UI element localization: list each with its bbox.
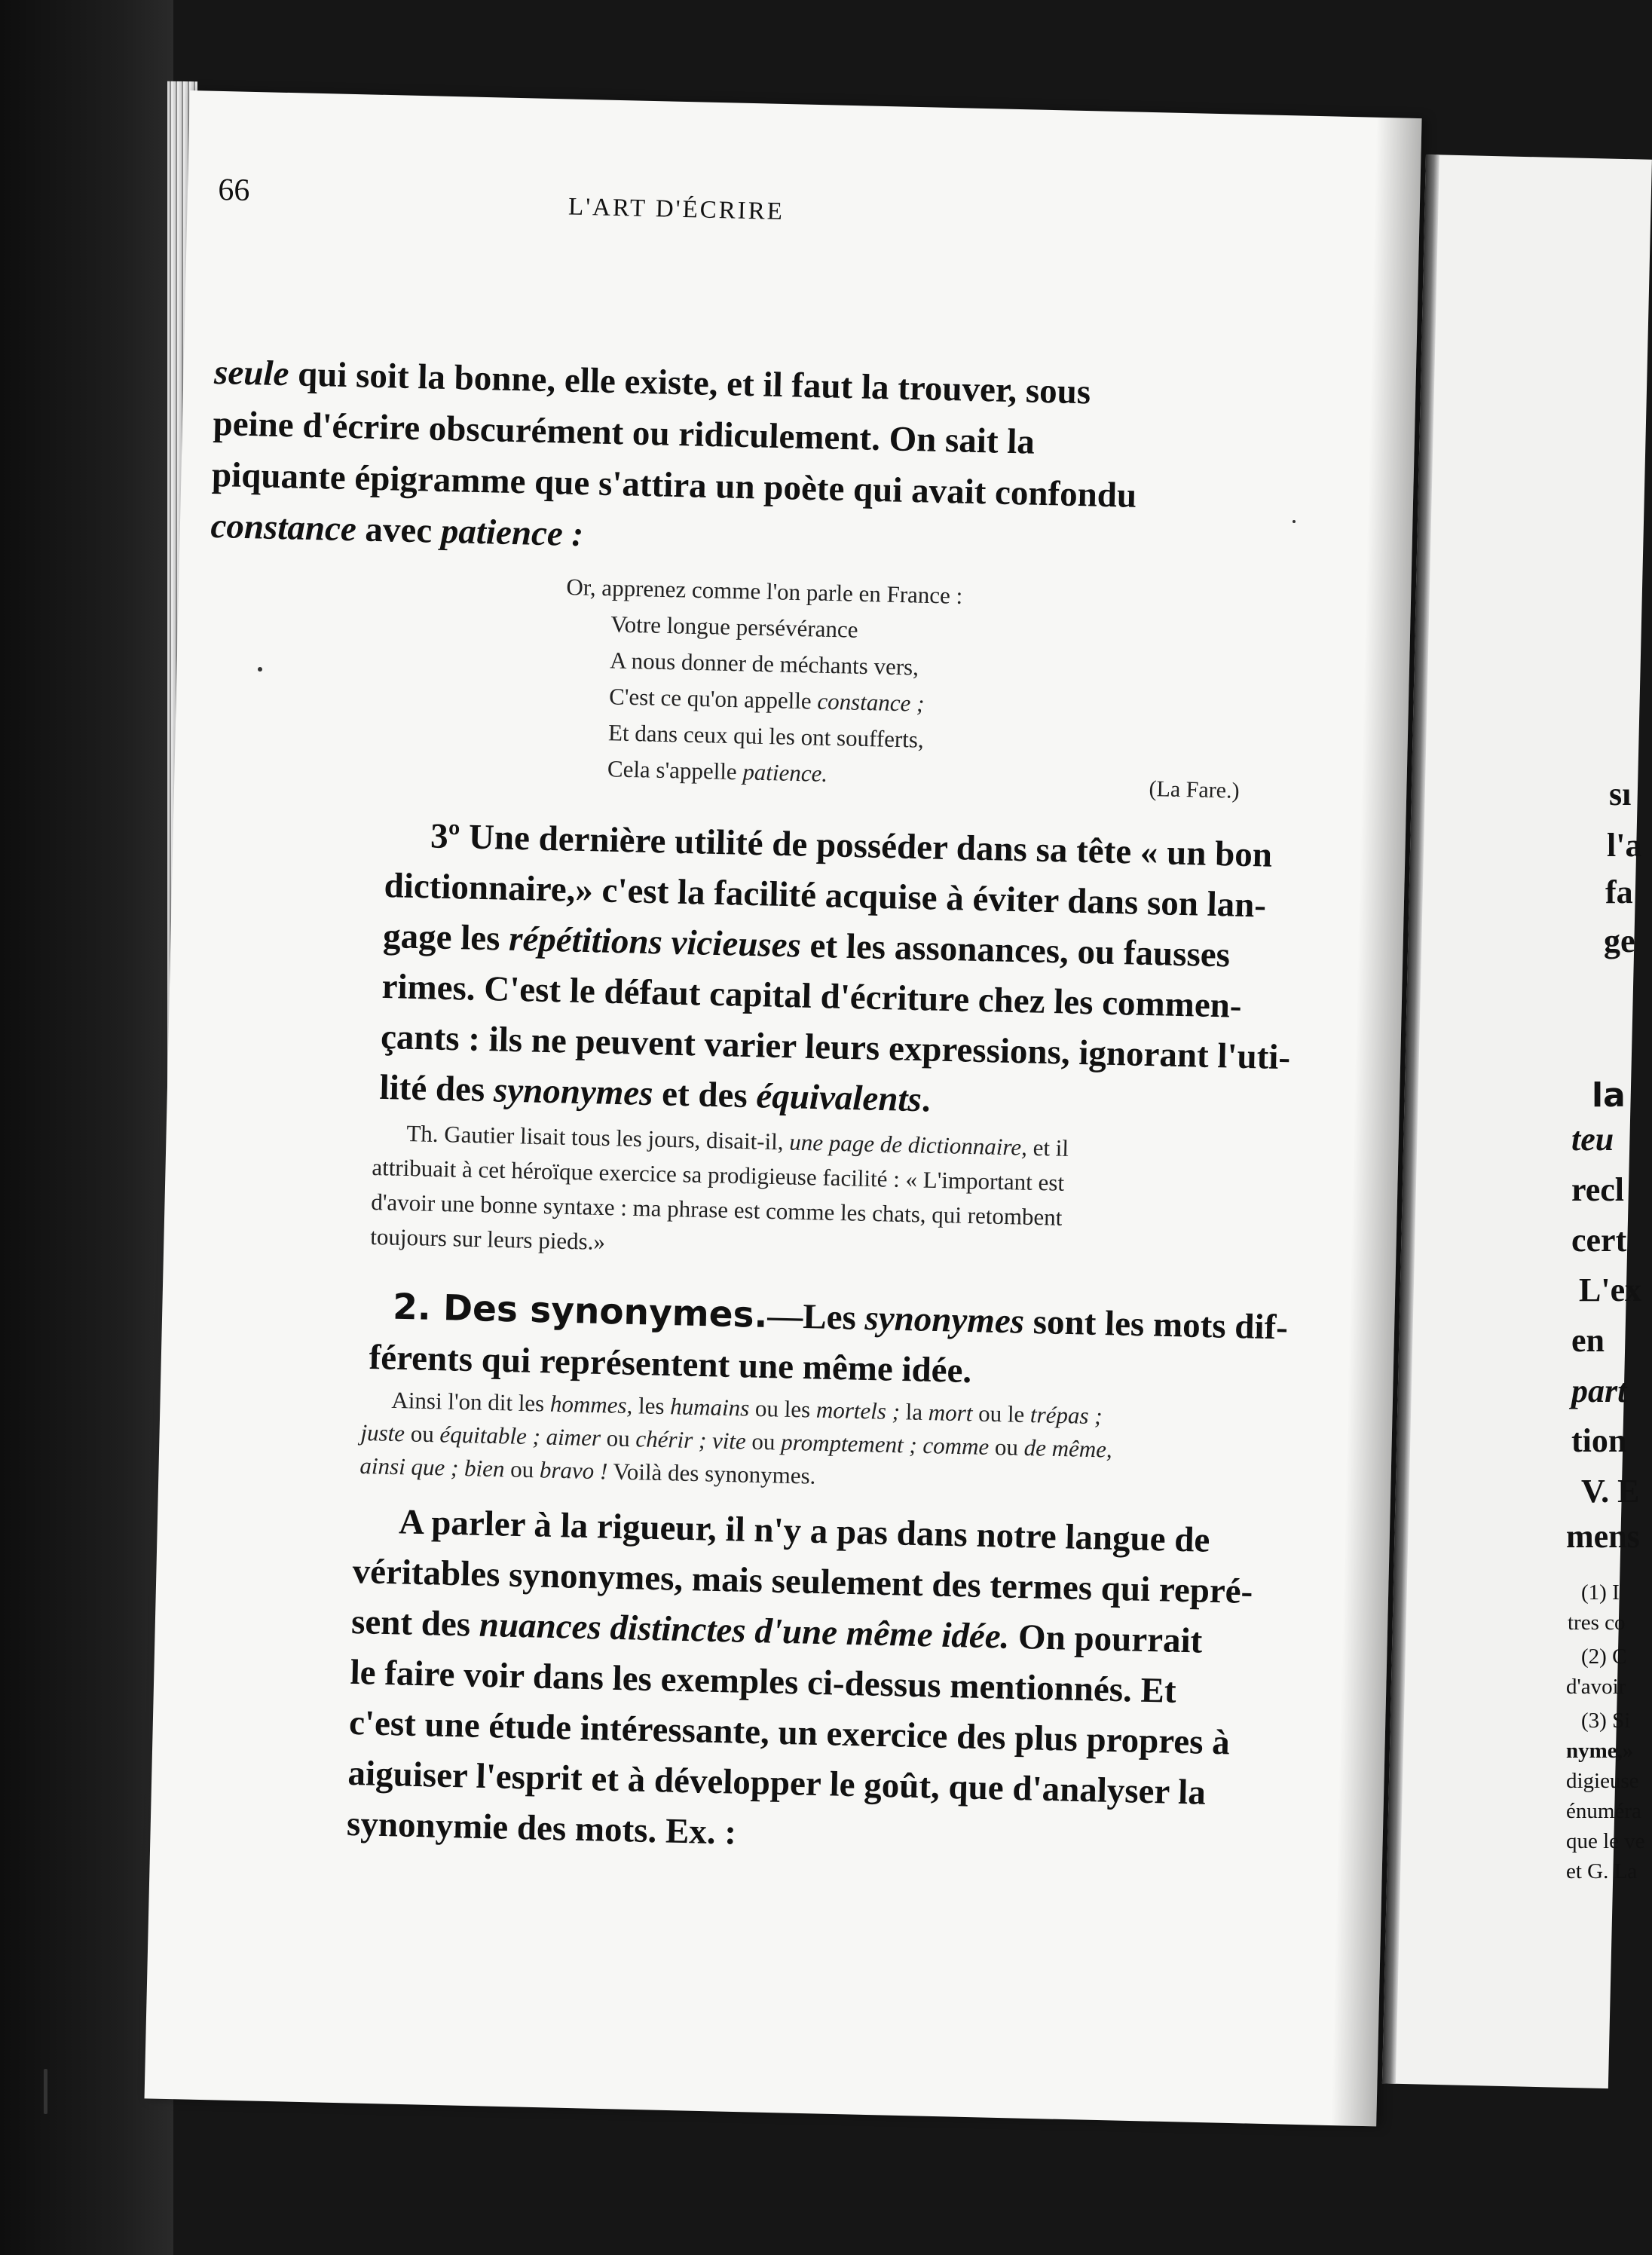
text-span: et les assonances, ou fausses: [800, 926, 1231, 975]
fragment: mens: [1566, 1518, 1640, 1555]
verse-line: Et dans ceux qui les ont soufferts,: [607, 719, 925, 753]
text-line: 3º Une dernière utilité de posséder dans sa tête « un bon: [430, 816, 1273, 875]
text-line: synonymie des mots. Ex. :: [346, 1804, 737, 1853]
text-span: ou: [988, 1433, 1025, 1461]
italic-word: de même,: [1023, 1433, 1113, 1463]
fragment: la: [1592, 1076, 1626, 1115]
fragment: part: [1571, 1372, 1627, 1409]
text-span: .: [921, 1080, 932, 1120]
footnote-fragment: que le ve: [1566, 1829, 1645, 1853]
text-line: férents qui représentent une même idée.: [369, 1337, 972, 1391]
fragment: sı: [1609, 776, 1632, 812]
text-line: dictionnaire,» c'est la facilité acquise à éviter dans son lan-: [384, 865, 1267, 926]
footnote-fragment: (3) Si: [1581, 1709, 1631, 1733]
text-span: les: [632, 1392, 671, 1420]
text-line: d'avoir une bonne syntaxe : ma phrase est comme les chats, qui retombent: [371, 1188, 1063, 1231]
italic-word: patience :: [440, 511, 584, 555]
italic-word: mort: [928, 1399, 973, 1427]
text-span: gage les: [382, 916, 509, 959]
italic-word: chérir ; vite: [635, 1425, 747, 1455]
text-line: c'est une étude intéressante, un exercice des plus propres à: [348, 1703, 1231, 1763]
fragment: tion: [1571, 1422, 1627, 1459]
italic-word: juste: [360, 1418, 405, 1447]
fragment: ge: [1604, 922, 1635, 959]
italic-word: seule: [213, 352, 290, 394]
italic-word: ainsi que ; bien: [359, 1452, 505, 1482]
text-span: —Les: [766, 1296, 866, 1338]
italic-word: synonymes: [493, 1070, 654, 1114]
italic-word: constance: [210, 506, 357, 549]
italic-word: une page de dictionnaire,: [788, 1128, 1028, 1161]
ink-speck: [258, 667, 262, 672]
page-number: 66: [217, 172, 250, 208]
footnote-fragment: et G. La: [1566, 1859, 1638, 1883]
text-line: le faire voir dans les exemples ci-dessus mentionnés. Et: [350, 1652, 1177, 1711]
fragment: l'a: [1607, 827, 1642, 864]
text-line: piquante épigramme que s'attira un poète qui avait confondu: [211, 454, 1137, 516]
verse-line: Votre longue persévérance: [610, 610, 858, 643]
verse-line: Or, apprenez comme l'on parle en France :: [566, 573, 963, 609]
text-span: sent des: [350, 1602, 480, 1645]
italic-word: hommes,: [549, 1390, 633, 1419]
text-line: çants : ils ne peuvent varier leurs expressions, ignorant l'uti-: [380, 1017, 1291, 1078]
text-span: ou le: [972, 1400, 1031, 1428]
fragment: V. E: [1581, 1473, 1640, 1510]
footnote-fragment: (2) C: [1581, 1645, 1627, 1669]
footnote-fragment: tres co: [1568, 1611, 1626, 1635]
fragment: cert: [1571, 1222, 1627, 1259]
italic-word: répétitions vicieuses: [508, 919, 802, 965]
text-span: On pourrait: [1008, 1617, 1203, 1661]
text-span: et il: [1026, 1134, 1069, 1161]
italic-word: promptement ; comme: [780, 1428, 990, 1460]
text-span: avec: [356, 509, 442, 551]
ink-speck: [1293, 520, 1296, 523]
text-line: A parler à la rigueur, il n'y a pas dans notre langue de: [398, 1502, 1210, 1560]
fragment: L'ex: [1579, 1271, 1642, 1308]
text-span: ou: [600, 1424, 636, 1452]
italic-word: patience.: [742, 758, 828, 787]
fragment: fa: [1605, 874, 1633, 910]
text-line: peine d'écrire obscurément ou ridiculement. On sait la: [213, 403, 1036, 462]
text-span: ou: [504, 1455, 540, 1483]
text-span: Voilà des synonymes.: [607, 1458, 816, 1489]
verse-line: A nous donner de méchants vers,: [609, 647, 919, 681]
text-line: attribuait à cet héroïque exercice sa prodigieuse facilité : « L'important est: [372, 1153, 1065, 1196]
footnote-fragment: digieuse: [1566, 1769, 1639, 1793]
fragment: teu: [1571, 1121, 1614, 1158]
text-span: Cela s'appelle: [607, 755, 743, 785]
text-span: qui soit la bonne, elle existe, et il faut la trouver, sous: [288, 354, 1091, 412]
text-span: ou les: [748, 1394, 817, 1423]
text-span: sont les mots dif-: [1023, 1302, 1289, 1348]
text-span: la: [899, 1398, 929, 1426]
footnote-fragment: nyme,»: [1566, 1739, 1634, 1763]
text-span: C'est ce qu'on appelle: [608, 683, 818, 714]
verse-attribution: (La Fare.): [1149, 776, 1240, 803]
italic-word: constance ;: [817, 687, 925, 717]
text-span: Th. Gautier lisait tous les jours, disait-il,: [406, 1120, 790, 1155]
italic-word: synonymes: [864, 1298, 1025, 1342]
text-line: toujours sur leurs pieds.»: [369, 1222, 606, 1256]
italic-word: nuances distinctes d'une même idée.: [479, 1605, 1010, 1657]
italic-word: trépas ;: [1029, 1401, 1103, 1430]
text-span: ou: [745, 1427, 782, 1455]
running-title: L'ART D'ÉCRIRE: [567, 193, 785, 226]
footnote-fragment: (1) I: [1581, 1580, 1620, 1605]
scan-mark: [44, 2069, 47, 2114]
italic-word: équitable ; aimer: [439, 1421, 601, 1452]
italic-word: humains: [669, 1393, 750, 1421]
footnote-fragment: d'avoir: [1566, 1675, 1626, 1699]
section-title: 2. Des synonymes.: [392, 1286, 769, 1336]
text-line: aiguiser l'esprit et à développer le goût, que d'analyser la: [347, 1753, 1207, 1813]
fragment: en: [1571, 1322, 1605, 1359]
fragment: recl: [1571, 1171, 1625, 1208]
text-line: rimes. C'est le défaut capital d'écriture chez les commen-: [381, 966, 1243, 1026]
text-span: ou: [404, 1420, 440, 1448]
text-span: lité des: [379, 1067, 494, 1110]
italic-word: mortels ;: [815, 1396, 901, 1425]
italic-word: équivalents: [755, 1076, 922, 1120]
footnote-fragment: énuméra: [1566, 1799, 1641, 1823]
italic-word: bravo !: [539, 1456, 608, 1485]
text-span: et des: [652, 1074, 757, 1116]
text-line: véritables synonymes, mais seulement des termes qui repré-: [352, 1551, 1253, 1612]
text-span: Ainsi l'on dit les: [391, 1386, 551, 1417]
